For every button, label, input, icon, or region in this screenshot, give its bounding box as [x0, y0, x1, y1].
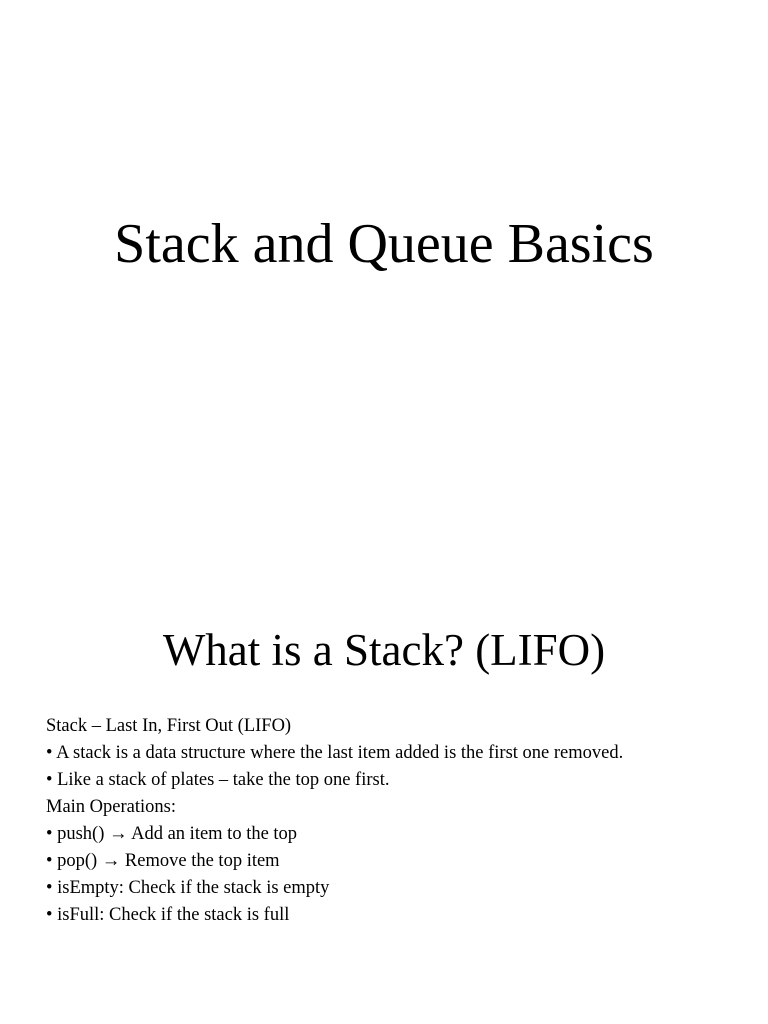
- operations-heading: Main Operations:: [46, 797, 176, 817]
- slide-heading: What is a Stack? (LIFO): [162, 625, 606, 675]
- bullet-analogy: • Like a stack of plates – take the top one first.: [46, 770, 390, 790]
- stack-slide: [0, 512, 768, 1024]
- slide-body: [46, 713, 746, 929]
- presentation-title: Stack and Queue Basics: [114, 213, 654, 275]
- bullet-push: • push() → Add an item to the top: [46, 824, 298, 844]
- bullet-pop: • pop() → Remove the top item: [46, 851, 280, 871]
- bullet-isempty: • isEmpty: Check if the stack is empty: [46, 878, 330, 898]
- bullet-definition: • A stack is a data structure where the last item added is the first one removed.: [46, 743, 624, 763]
- bullet-isfull: • isFull: Check if the stack is full: [46, 905, 290, 925]
- subtitle-line: Stack – Last In, First Out (LIFO): [46, 716, 292, 736]
